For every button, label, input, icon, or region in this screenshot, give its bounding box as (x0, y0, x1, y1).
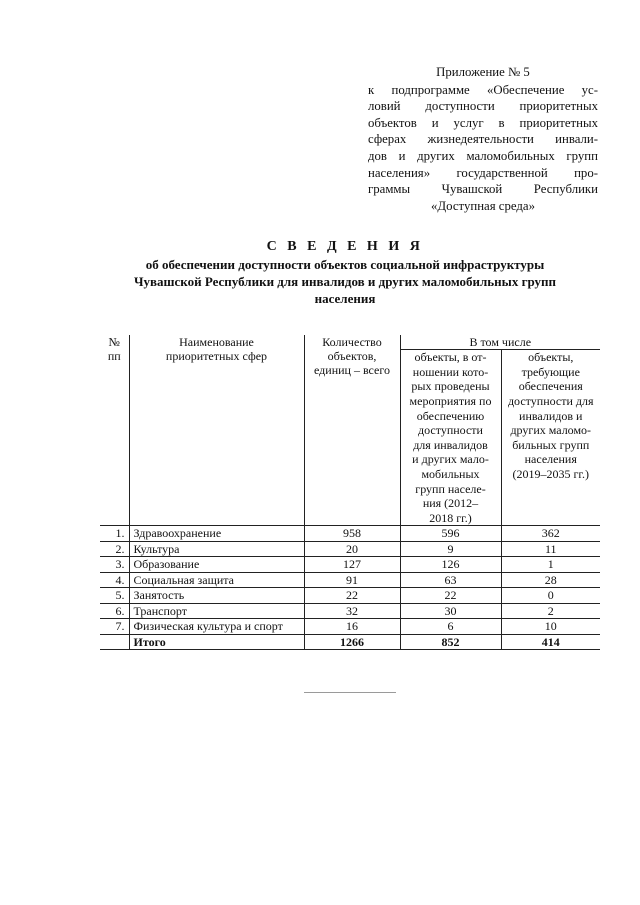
table-row (100, 603, 600, 619)
row-required: 10 (501, 619, 600, 635)
appendix-line: ловий доступности приоритетных (368, 99, 598, 114)
document-heading (90, 238, 600, 307)
row-num: 6. (100, 603, 129, 619)
row-num: 4. (100, 572, 129, 588)
appendix-title: Приложение № 5 (436, 65, 530, 79)
appendix-line: граммы Чувашской Республики (368, 182, 598, 197)
row-done: 9 (400, 541, 501, 557)
appendix-line: объектов и услуг в приоритетных (368, 115, 598, 130)
row-total: 20 (304, 541, 400, 557)
data-table (100, 335, 600, 650)
appendix-program-name: «Доступная среда» (431, 198, 535, 213)
row-done: 63 (400, 572, 501, 588)
header-count: Количество объектов, единиц – всего (304, 335, 400, 526)
table-row (100, 619, 600, 635)
row-total: 127 (304, 557, 400, 573)
heading-subtitle-line: Чувашской Республики для инвалидов и других маломобильных групп (133, 274, 557, 289)
table-header (100, 335, 600, 526)
row-required: 0 (501, 588, 600, 604)
row-name: Социальная защита (129, 572, 304, 588)
appendix-line: сферах жизнедеятельности инвали- (368, 132, 598, 147)
row-name: Образование (129, 557, 304, 573)
row-num: 2. (100, 541, 129, 557)
row-done: 126 (400, 557, 501, 573)
appendix-line: дов и других маломобильных групп (368, 148, 598, 163)
header-name: Наименование приоритетных сфер (129, 335, 304, 526)
heading-subtitle-line: об обеспечении доступности объектов социальной инфраструктуры (145, 257, 545, 272)
header-done: объекты, в от- ношении кото- рых проведены мероприятия по обеспечению доступности для инвалидов и других мало- мобильных групп населе- ния (2012– 2018 гг.) (400, 350, 501, 526)
row-required: 1 (501, 557, 600, 573)
appendix-line: к подпрограмме «Обеспечение ус- (368, 82, 598, 97)
row-done: 30 (400, 603, 501, 619)
table-row (100, 572, 600, 588)
table-total-row (100, 634, 600, 650)
heading-title: С В Е Д Е Н И Я (266, 239, 424, 254)
row-total: 22 (304, 588, 400, 604)
row-name: Физическая культура и спорт (129, 619, 304, 635)
row-required: 11 (501, 541, 600, 557)
table-row (100, 541, 600, 557)
table-row (100, 557, 600, 573)
row-name: Здравоохранение (129, 526, 304, 542)
row-name: Занятость (129, 588, 304, 604)
table-body (100, 526, 600, 650)
row-total: 32 (304, 603, 400, 619)
appendix-block (368, 64, 598, 214)
row-num: 1. (100, 526, 129, 542)
heading-subtitle-line: населения (314, 291, 376, 306)
footer-divider (304, 692, 396, 693)
row-required: 362 (501, 526, 600, 542)
total-required: 414 (501, 634, 600, 650)
row-done: 22 (400, 588, 501, 604)
total-label: Итого (129, 634, 304, 650)
row-total: 91 (304, 572, 400, 588)
row-num: 7. (100, 619, 129, 635)
row-required: 28 (501, 572, 600, 588)
table-row (100, 526, 600, 542)
row-required: 2 (501, 603, 600, 619)
total-done: 852 (400, 634, 501, 650)
row-name: Культура (129, 541, 304, 557)
header-required: объекты, требующие обеспечения доступности для инвалидов и других маломо- бильных групп населения (2019–2035 гг.) (501, 350, 600, 526)
row-done: 6 (400, 619, 501, 635)
header-num: № пп (100, 335, 129, 526)
table-row (100, 588, 600, 604)
row-name: Транспорт (129, 603, 304, 619)
row-num: 3. (100, 557, 129, 573)
row-done: 596 (400, 526, 501, 542)
appendix-line: населения» государственной про- (368, 165, 598, 180)
total-num (100, 634, 129, 650)
header-group: В том числе (400, 335, 600, 350)
total-count: 1266 (304, 634, 400, 650)
row-total: 958 (304, 526, 400, 542)
row-num: 5. (100, 588, 129, 604)
row-total: 16 (304, 619, 400, 635)
